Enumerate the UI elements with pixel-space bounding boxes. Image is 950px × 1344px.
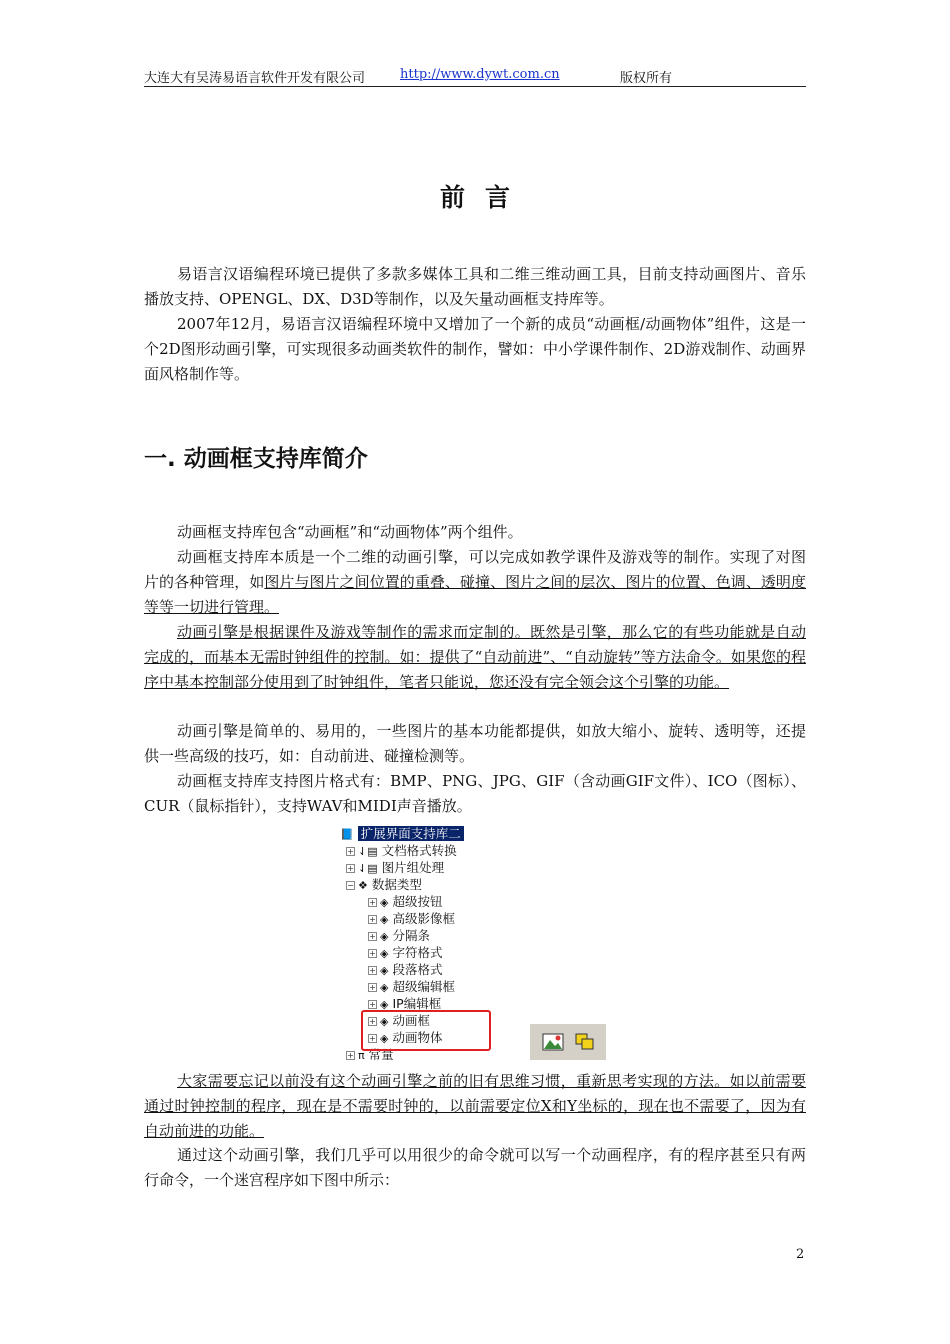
type-label: 字符格式 [392, 945, 443, 960]
diamond-icon: ◈ [380, 912, 389, 926]
section-paragraph-1: 动画框支持库包含“动画框”和“动画物体”两个组件。 [177, 523, 523, 541]
page-header [144, 64, 806, 87]
diamond-icon: ◈ [380, 997, 389, 1011]
type-label: 超级编辑框 [392, 979, 455, 994]
expand-icon[interactable]: + [347, 864, 354, 873]
expand-icon[interactable]: + [369, 898, 376, 907]
tree-type-item[interactable] [368, 928, 430, 944]
constant-icon: π [358, 1048, 365, 1062]
collapse-icon[interactable]: − [347, 881, 354, 890]
page-number: 2 [796, 1247, 805, 1262]
library-tree-figure [340, 824, 610, 1064]
header-rights: 版权所有 [620, 71, 673, 86]
diamond-icon: ◈ [380, 980, 389, 994]
intro-paragraph-1: 易语言汉语编程环境已提供了多款多媒体工具和二维三维动画工具，目前支持动画图片、音乐播放支持、OPENGL、DX、D3D等制作，以及矢量动画框支持库等。 [144, 265, 806, 308]
diamond-icon: ◈ [380, 1014, 389, 1028]
tree-item-label: 数据类型 [371, 877, 422, 892]
expand-icon[interactable]: + [369, 932, 376, 941]
section-paragraph-2 [144, 545, 806, 620]
section-paragraph-7: 通过这个动画引擎，我们几乎可以用很少的命令就可以写一个动画程序，有的程序甚至只有两行命令，一个迷宫程序如下图中所示： [144, 1146, 806, 1189]
type-label: 高级影像框 [392, 911, 455, 926]
document-icon: ⇃▤ [358, 844, 378, 858]
expand-icon[interactable]: + [369, 1017, 376, 1026]
expand-icon[interactable]: + [347, 847, 354, 856]
tree-item-label: 文档格式转换 [381, 843, 457, 858]
diamond-icon: ◈ [380, 929, 389, 943]
expand-icon[interactable]: + [369, 1000, 376, 1009]
page-title: 前言 [439, 183, 530, 212]
tree-root-label: 扩展界面支持库二 [358, 826, 464, 841]
section-paragraph-3: 动画引擎是根据课件及游戏等制作的需求而定制的。既然是引擎，那么它的有些功能就是自动完成的，而基本无需时钟组件的控制。如：提供了“自动前进”、“自动旋转”等方法命令。如果您的程序中基本控制部分使用到了时钟组件，笔者只能说，您还没有完全领会这个引擎的功能。 [144, 623, 806, 691]
expand-icon[interactable]: + [369, 983, 376, 992]
paragraph-2-text: 动画框支持库本质是一个二维的动画引擎，可以完成如教学课件及游戏等的制作。实现了对图片的各种管理，如 [144, 548, 806, 591]
diamond-icon: ◈ [380, 895, 389, 909]
tree-item[interactable] [346, 843, 457, 859]
highlight-box [361, 1010, 491, 1051]
section-paragraph-4: 动画引擎是简单的、易用的，一些图片的基本功能都提供，如放大缩小、旋转、透明等，还提供一些高级的技巧，如：自动前进、碰撞检测等。 [144, 722, 806, 765]
tree-type-item[interactable] [368, 894, 442, 910]
expand-icon[interactable]: + [369, 966, 376, 975]
type-label: 动画框 [392, 1013, 430, 1028]
tree-root[interactable] [340, 826, 464, 842]
section-heading: 一. 动画框支持库简介 [144, 446, 368, 472]
tree-type-item[interactable] [368, 979, 455, 995]
tree-type-item[interactable] [368, 911, 455, 927]
tree-type-item[interactable] [368, 962, 442, 978]
section-paragraph-5: 动画框支持库支持图片格式有：BMP、PNG、JPG、GIF（含动画GIF文件）、ICO（图标）、CUR（鼠标指针），支持WAV和MIDI声音播放。 [144, 772, 806, 815]
section-paragraph-6: 大家需要忘记以前没有这个动画引擎之前的旧有思维习惯，重新思考实现的方法。如以前需要通过时钟控制的程序，现在是不需要时钟的，以前需要定位X和Y坐标的，现在也不需要了，因为有自动前进的功能。 [144, 1072, 806, 1140]
expand-icon[interactable]: + [369, 949, 376, 958]
document-icon: ⇃▤ [358, 861, 378, 875]
header-company: 大连大有吴涛易语言软件开发有限公司 [144, 71, 366, 86]
expand-icon[interactable]: + [369, 1034, 376, 1043]
type-label: 动画物体 [392, 1030, 443, 1045]
type-label: 分隔条 [392, 928, 430, 943]
type-label: IP编辑框 [392, 996, 442, 1011]
animation-box-icon[interactable] [542, 1032, 564, 1052]
diamonds-icon: ❖ [358, 878, 368, 892]
component-toolbar [530, 1024, 606, 1060]
type-label: 段落格式 [392, 962, 443, 977]
tree-item[interactable] [346, 877, 422, 893]
expand-icon[interactable]: + [347, 1051, 354, 1060]
header-url-link[interactable]: http://www.dywt.com.cn [400, 67, 560, 82]
tree-item-label: 常量 [368, 1047, 394, 1062]
diamond-icon: ◈ [380, 963, 389, 977]
intro-paragraph-2: 2007年12月，易语言汉语编程环境中又增加了一个新的成员“动画框/动画物体”组件，这是一个2D图形动画引擎，可实现很多动画类软件的制作，譬如：中小学课件制作、2D游戏制作、动画界面风格制作等。 [144, 315, 806, 383]
type-label: 超级按钮 [392, 894, 443, 909]
diamond-icon: ◈ [380, 1031, 389, 1045]
paragraph-2-underlined: 图片与图片之间位置的重叠、碰撞、图片之间的层次、图片的位置、色调、透明度等等一切进行管理。 [144, 573, 806, 616]
library-tree [340, 824, 530, 1064]
book-icon: 📘 [340, 827, 354, 841]
tree-item-label: 图片组处理 [381, 860, 445, 875]
animation-object-icon[interactable] [574, 1032, 596, 1052]
tree-item[interactable] [346, 860, 444, 876]
tree-type-item[interactable] [368, 945, 442, 961]
diamond-icon: ◈ [380, 946, 389, 960]
expand-icon[interactable]: + [369, 915, 376, 924]
